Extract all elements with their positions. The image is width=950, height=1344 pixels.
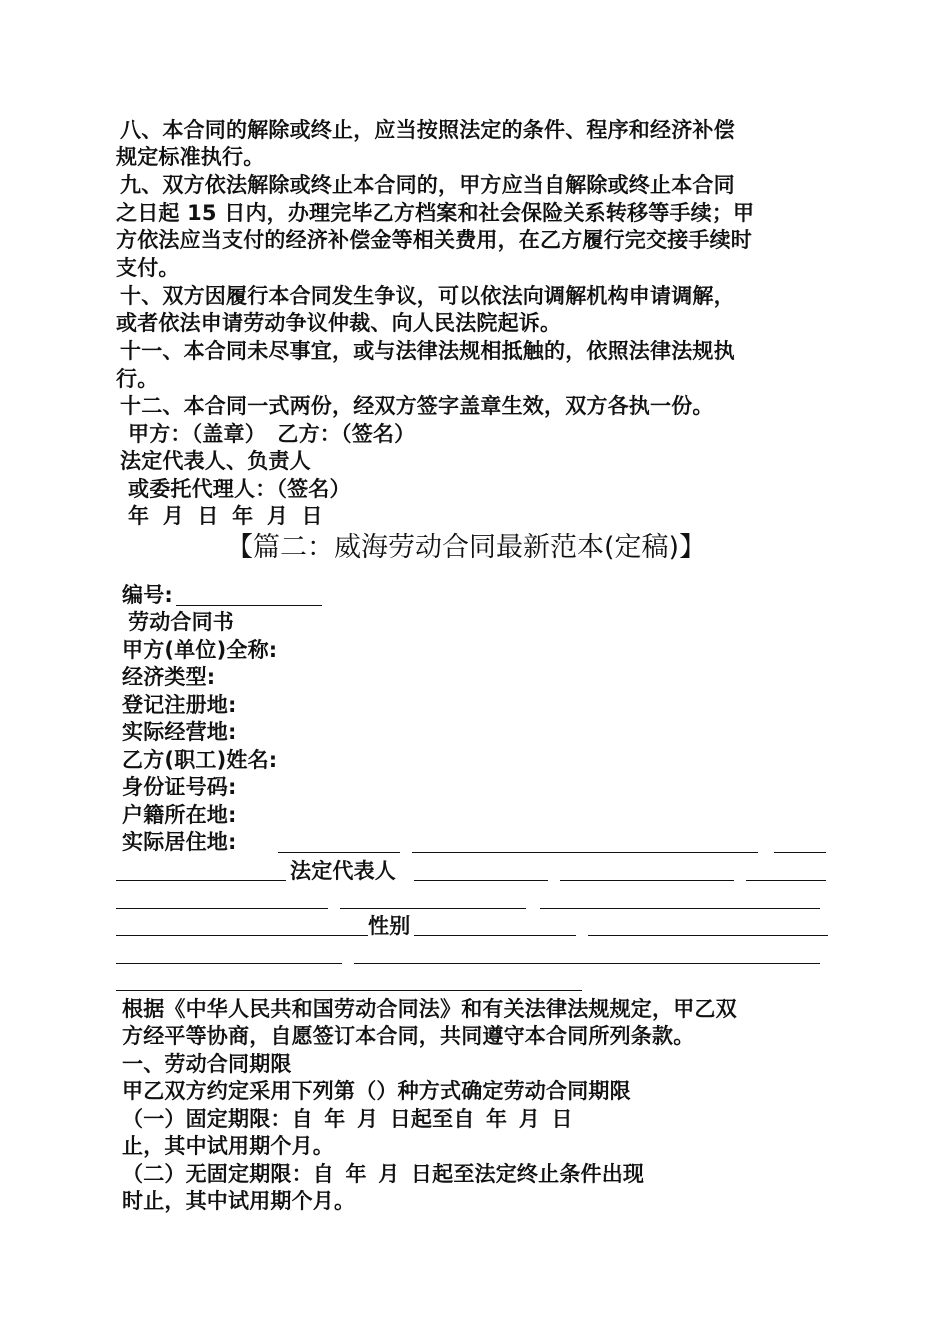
clause-9-line-2: 之日起 15 日内，办理完毕乙方档案和社会保险关系转移等手续；甲 bbox=[116, 201, 755, 225]
field-id-number: 身份证号码: bbox=[122, 775, 237, 799]
field-registered-address: 登记注册地: bbox=[122, 693, 237, 717]
fixed-term-line-2: 止，其中试用期个月。 bbox=[122, 1134, 334, 1158]
gender-label: 性别 bbox=[368, 914, 411, 938]
blank-line bbox=[354, 963, 820, 964]
blank-line bbox=[116, 963, 342, 964]
blank-line bbox=[278, 852, 400, 853]
clause-8-line-1: 八、本合同的解除或终止，应当按照法定的条件、程序和经济补偿 bbox=[120, 118, 735, 142]
blank-line bbox=[116, 935, 368, 936]
clause-9-line-4: 支付。 bbox=[116, 256, 180, 280]
blank-line bbox=[588, 935, 828, 936]
field-employee-name: 乙方(职工)姓名: bbox=[122, 748, 278, 772]
contract-number-label: 编号: bbox=[122, 583, 173, 607]
blank-line bbox=[116, 908, 328, 909]
clause-9-line-3: 方依法应当支付的经济补偿金等相关费用，在乙方履行完交接手续时 bbox=[116, 228, 752, 252]
term-heading: 一、劳动合同期限 bbox=[122, 1052, 292, 1076]
signature-legal-rep: 法定代表人、负责人 bbox=[120, 449, 311, 473]
clause-11-line-1: 十一、本合同未尽事宜，或与法律法规相抵触的，依照法律法规执 bbox=[120, 339, 735, 363]
fixed-term-line-1: （一）固定期限：自 年 月 日起至自 年 月 日 bbox=[122, 1107, 573, 1131]
blank-line bbox=[414, 935, 576, 936]
field-employer-name: 甲方(单位)全称: bbox=[122, 638, 278, 662]
signature-parties: 甲方：（盖章） 乙方：（签名） bbox=[128, 422, 416, 446]
clause-10-line-2: 或者依法申请劳动争议仲裁、向人民法院起诉。 bbox=[116, 311, 562, 335]
blank-line bbox=[116, 880, 286, 881]
blank-line bbox=[414, 880, 548, 881]
contract-doc-title: 劳动合同书 bbox=[128, 610, 234, 634]
blank-line bbox=[540, 908, 820, 909]
open-term-line-1: （二）无固定期限：自 年 月 日起至法定终止条件出现 bbox=[122, 1162, 645, 1186]
blank-line bbox=[340, 908, 526, 909]
signature-date: 年 月 日 年 月 日 bbox=[128, 504, 323, 528]
open-term-line-2: 时止，其中试用期个月。 bbox=[122, 1189, 356, 1213]
blank-line bbox=[412, 852, 758, 853]
field-residence: 实际居住地: bbox=[122, 830, 237, 854]
clause-10-line-1: 十、双方因履行本合同发生争议，可以依法向调解机构申请调解， bbox=[120, 284, 735, 308]
preamble-line-2: 方经平等协商，自愿签订本合同，共同遵守本合同所列条款。 bbox=[122, 1024, 695, 1048]
preamble-line-1: 根据《中华人民共和国劳动合同法》和有关法律法规规定，甲乙双 bbox=[122, 997, 737, 1021]
contract-number-blank bbox=[176, 605, 322, 606]
section-title: 【篇二：威海劳动合同最新范本(定稿)】 bbox=[226, 532, 707, 563]
blank-line bbox=[774, 852, 826, 853]
term-intro: 甲乙双方约定采用下列第（）种方式确定劳动合同期限 bbox=[122, 1079, 631, 1103]
clause-11-line-2: 行。 bbox=[116, 367, 159, 391]
field-business-address: 实际经营地: bbox=[122, 720, 237, 744]
blank-line bbox=[746, 880, 826, 881]
blank-line bbox=[116, 990, 582, 991]
clause-12-line: 十二、本合同一式两份，经双方签字盖章生效，双方各执一份。 bbox=[120, 394, 714, 418]
field-economic-type: 经济类型: bbox=[122, 665, 216, 689]
blank-line bbox=[560, 880, 734, 881]
legal-rep-label: 法定代表人 bbox=[290, 859, 396, 883]
signature-agent: 或委托代理人：（签名） bbox=[128, 477, 351, 501]
clause-9-line-1: 九、双方依法解除或终止本合同的，甲方应当自解除或终止本合同 bbox=[120, 173, 735, 197]
clause-8-line-2: 规定标准执行。 bbox=[116, 145, 265, 169]
field-household-registration: 户籍所在地: bbox=[122, 803, 237, 827]
